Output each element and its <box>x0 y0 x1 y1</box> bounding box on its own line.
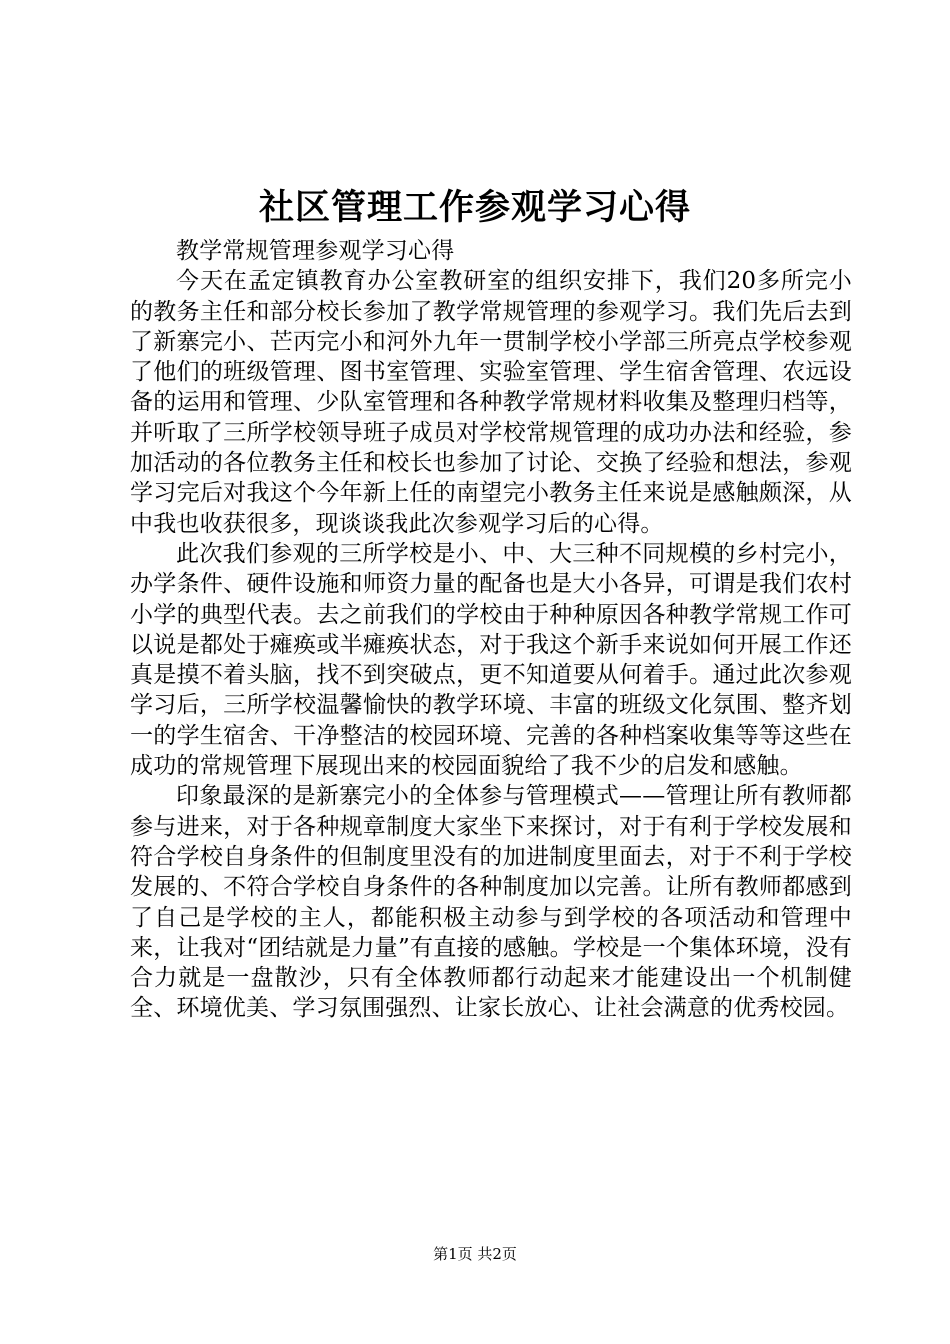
paragraph-2: 此次我们参观的三所学校是小、中、大三种不同规模的乡村完小，办学条件、硬件设施和师资力量的配备也是大小各异，可谓是我们农村小学的典型代表。去之前我们的学校由于种种原因各种教学常规工作可以说是都处于瘫痪或半瘫痪状态，对于我这个新手来说如何开展工作还真是摸不着头脑，找不到突破点，更不知道要从何着手。通过此次参观学习后，三所学校温馨愉快的教学环境、丰富的班级文化氛围、整齐划一的学生宿舍、干净整洁的校园环境、完善的各种档案收集等等这些在成功的常规管理下展现出来的校园面貌给了我不少的启发和感触。 <box>130 540 852 780</box>
page-number-footer: 第1页 共2页 <box>433 1245 517 1263</box>
document-title: 社区管理工作参观学习心得 <box>258 187 691 228</box>
paragraph-1: 今天在孟定镇教育办公室教研室的组织安排下，我们20多所完小的教务主任和部分校长参加了教学常规管理的参观学习。我们先后去到了新寨完小、芒丙完小和河外九年一贯制学校小学部三所亮点学校参观了他们的班级管理、图书室管理、实验室管理、学生宿舍管理、农远设备的运用和管理、少队室管理和各种教学常规材料收集及整理归档等，并听取了三所学校领导班子成员对学校常规管理的成功办法和经验，参加活动的各位教务主任和校长也参加了讨论、交换了经验和想法，参观学习完后对我这个今年新上任的南望完小教务主任来说是感触颇深，从中我也收获很多，现谈谈我此次参观学习后的心得。 <box>130 268 852 537</box>
paragraph-subtitle: 教学常规管理参观学习心得 <box>176 238 455 264</box>
document-body <box>130 236 852 1024</box>
paragraph-3: 印象最深的是新寨完小的全体参与管理模式——管理让所有教师都参与进来，对于各种规章制度大家坐下来探讨，对于有利于学校发展和符合学校自身条件的但制度里没有的加进制度里面去，对于不利于学校发展的、不符合学校自身条件的各种制度加以完善。让所有教师都感到了自己是学校的主人，都能积极主动参与到学校的各项活动和管理中来，让我对“团结就是力量”有直接的感触。学校是一个集体环境，没有合力就是一盘散沙，只有全体教师都行动起来才能建设出一个机制健全、环境优美、学习氛围强烈、让家长放心、让社会满意的优秀校园。 <box>130 783 852 1022</box>
